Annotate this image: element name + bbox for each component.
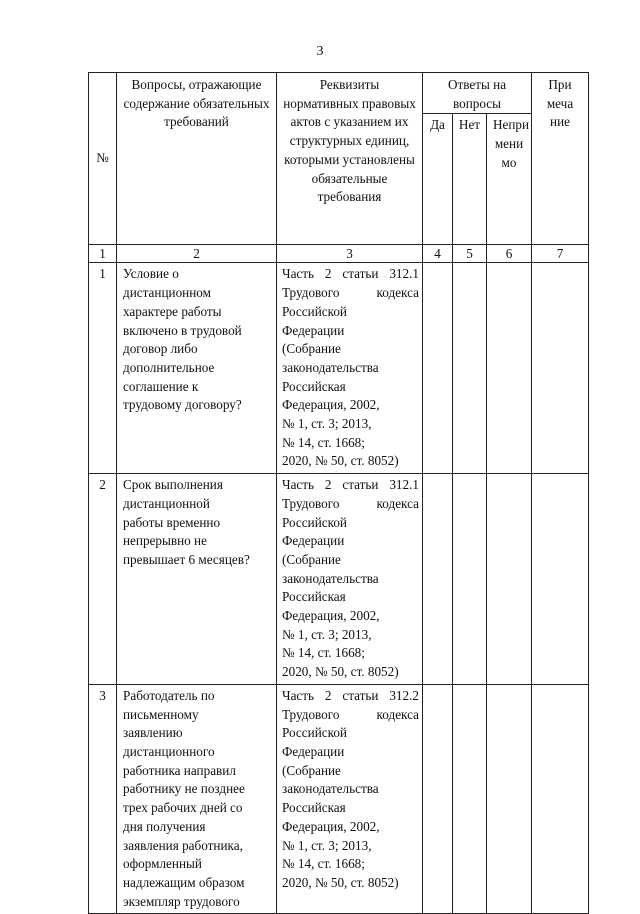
requirements-rows [89,263,589,914]
question-line: заявлению [123,725,183,741]
question-line: работы временно [123,514,221,530]
column-number: 2 [117,245,277,263]
question-line: надлежащим образом [123,874,245,890]
requisite-line: 2020, № 50, ст. 8052) [282,664,399,680]
requisite-line: (Собрание [282,762,341,778]
column-number: 4 [423,245,453,263]
header-question: Вопросы, отражающие содержание обязательных требований [117,73,277,245]
requisites-cell [277,263,423,474]
requisite-line: Федерации [282,322,345,338]
requisite-line: Трудового кодекса [282,285,419,301]
column-number: 5 [453,245,487,263]
header-requisites: Реквизиты нормативных правовых актов с указанием их структурных единиц, которыми установлены обязательные требования [277,73,423,245]
question-line: непрерывно не [123,533,207,549]
requisite-line: законодательства [282,359,379,375]
question-line: дистанционного [123,743,215,759]
requisite-line: Федерации [282,533,345,549]
answer-yes-cell [423,263,453,474]
answer-no-cell [453,263,487,474]
column-number: 6 [487,245,532,263]
question-line: соглашение к [123,378,199,394]
requisite-line: № 1, ст. 3; 2013, [282,837,372,853]
table-row [89,684,589,913]
requisite-line: Российская [282,589,346,605]
requisite-line: законодательства [282,781,379,797]
requisite-line: Часть 2 статьи 312.1 [282,266,419,282]
requirements-checklist-table [88,72,589,914]
column-number: 7 [532,245,589,263]
header-not-applicable: Непри мени мо [487,114,532,245]
question-line: Работодатель по [123,687,215,703]
row-number: 2 [89,474,117,685]
question-line: Условие о [123,266,179,282]
question-line: превышает 6 месяцев? [123,551,250,567]
requisite-line: Федерация, 2002, [282,608,380,624]
question-line: письменному [123,706,199,722]
requisite-line: (Собрание [282,341,341,357]
requisite-line: Федерация, 2002, [282,818,380,834]
requisite-line: 2020, № 50, ст. 8052) [282,874,399,890]
answer-na-cell [487,684,532,913]
answer-na-cell [487,263,532,474]
question-line: трудовому договору? [123,397,242,413]
answer-note-cell [532,263,589,474]
answer-yes-cell [423,684,453,913]
question-line: работника направил [123,762,236,778]
answer-yes-cell [423,474,453,685]
requisite-line: Российской [282,514,347,530]
header-number: № [89,73,117,245]
answer-note-cell [532,474,589,685]
question-line: трех рабочих дней со [123,800,243,816]
answer-no-cell [453,474,487,685]
row-number: 3 [89,684,117,913]
question-line: дополнительное [123,359,215,375]
header-yes: Да [423,114,453,245]
row-number: 1 [89,263,117,474]
requisite-line: Российская [282,800,346,816]
question-line: экземпляр трудового [123,893,240,909]
requisite-line: 2020, № 50, ст. 8052) [282,453,399,469]
table-row [89,263,589,474]
question-line: работнику не позднее [123,781,245,797]
column-number-row [89,245,589,263]
header-note: При меча ние [532,73,589,245]
column-number: 1 [89,245,117,263]
question-cell [117,474,277,685]
question-line: характере работы [123,303,222,319]
requisite-line: № 1, ст. 3; 2013, [282,416,372,432]
requisite-line: Российской [282,725,347,741]
requisite-line: Федерация, 2002, [282,397,380,413]
header-row-top [89,73,589,114]
answer-note-cell [532,684,589,913]
requisite-line: Часть 2 статьи 312.2 [282,687,419,703]
question-line: дня получения [123,818,206,834]
question-line: включено в трудовой [123,322,242,338]
requisite-line: № 14, ст. 1668; [282,856,365,872]
answer-no-cell [453,684,487,913]
answer-na-cell [487,474,532,685]
requisite-line: законодательства [282,570,379,586]
requisites-cell [277,474,423,685]
question-cell [117,263,277,474]
requisite-line: Российской [282,303,347,319]
table-row [89,474,589,685]
requisite-line: (Собрание [282,551,341,567]
question-line: договор либо [123,341,198,357]
requisite-line: № 14, ст. 1668; [282,434,365,450]
requisite-line: № 14, ст. 1668; [282,645,365,661]
question-line: дистанционном [123,285,211,301]
requisite-line: Часть 2 статьи 312.1 [282,477,419,493]
requisite-line: Российская [282,378,346,394]
header-answers: Ответы на вопросы [423,73,532,114]
question-line: дистанционной [123,495,210,511]
question-line: оформленный [123,856,202,872]
question-cell [117,684,277,913]
question-line: Срок выполнения [123,477,223,493]
page-number: 3 [316,44,324,59]
requisite-line: № 1, ст. 3; 2013, [282,626,372,642]
requisite-line: Трудового кодекса [282,495,419,511]
column-number: 3 [277,245,423,263]
question-line: заявления работника, [123,837,243,853]
requisite-line: Федерации [282,743,345,759]
requisite-line: Трудового кодекса [282,706,419,722]
header-no: Нет [453,114,487,245]
requisites-cell [277,684,423,913]
